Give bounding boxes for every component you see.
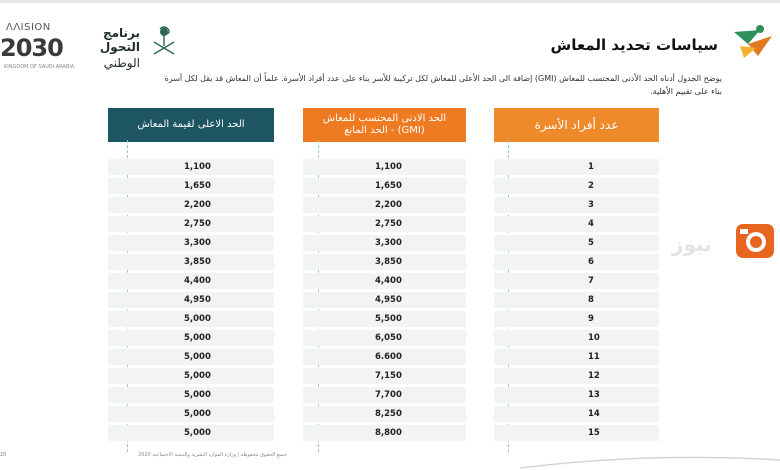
- family-size-cell: 13: [494, 387, 659, 403]
- vision-subtitle: KINGDOM OF SAUDI ARABIA: [4, 64, 75, 70]
- gmi-header: الحد الادنى المحتسب للمعاش (GMI) - الحد المانع: [303, 108, 466, 142]
- saudi-emblem-icon: [146, 24, 182, 62]
- footer-copyright: جميع الحقوق محفوظة | وزارة الموارد البشرية والتنمية الاجتماعية 2020: [138, 452, 287, 458]
- gmi-cell: 6.600: [303, 349, 466, 365]
- watermark-text: نيوز: [672, 232, 712, 256]
- max-pension-cell: 2,200: [108, 197, 274, 213]
- national-transformation-logo: [80, 26, 140, 70]
- gmi-cell: 7,700: [303, 387, 466, 403]
- family-size-cell: 6: [494, 254, 659, 270]
- max-pension-cell: 5,000: [108, 330, 274, 346]
- gmi-cell: 2,200: [303, 197, 466, 213]
- program-line1: برنامج التحول: [99, 26, 140, 54]
- gmi-cell: 3,850: [303, 254, 466, 270]
- max-pension-cell: 4,950: [108, 292, 274, 308]
- max-pension-cell: 5,000: [108, 368, 274, 384]
- gmi-cell: 3,300: [303, 235, 466, 251]
- gmi-cell: 1,100: [303, 159, 466, 175]
- gmi-cell: 4,400: [303, 273, 466, 289]
- gmi-cell: 6,050: [303, 330, 466, 346]
- vision-label: ɅɅISION: [6, 22, 51, 33]
- description-text: يوضح الجدول أدناه الحد الأدنى المحتسب للمعاش (GMI) إضافة الى الحد الأعلى للمعاش لكل تركيبة للأسر بناء على عدد أفراد الأسرة. علماً أن المعاش قد يقل لكل أسرة بناء على تقييم الأهلية.: [164, 74, 722, 96]
- max-pension-header: الحد الاعلى لقيمة المعاش: [108, 108, 274, 142]
- max-pension-cell: 5,000: [108, 311, 274, 327]
- max-pension-cell: 3,850: [108, 254, 274, 270]
- ministry-logo-icon: [730, 20, 776, 60]
- gmi-cell: 2,750: [303, 216, 466, 232]
- family-size-cell: 2: [494, 178, 659, 194]
- max-pension-cell: 5,000: [108, 387, 274, 403]
- family-size-cell: 11: [494, 349, 659, 365]
- gmi-cell: 4,950: [303, 292, 466, 308]
- decorative-curve: [520, 452, 780, 470]
- max-pension-cell: 1,100: [108, 159, 274, 175]
- family-size-cell: 14: [494, 406, 659, 422]
- max-pension-cell: 1,650: [108, 178, 274, 194]
- gmi-cell: 5,500: [303, 311, 466, 327]
- max-pension-cell: 5,000: [108, 425, 274, 441]
- family-size-cell: 5: [494, 235, 659, 251]
- max-pension-cell: 5,000: [108, 349, 274, 365]
- max-pension-cell: 2,750: [108, 216, 274, 232]
- family-size-cell: 12: [494, 368, 659, 384]
- page-title: سياسات تحديد المعاش: [550, 36, 718, 54]
- program-line2: الوطني: [103, 56, 140, 70]
- gmi-cell: 1,650: [303, 178, 466, 194]
- footer-left-text: 20: [0, 452, 7, 458]
- family-size-cell: 7: [494, 273, 659, 289]
- top-border: [0, 0, 780, 3]
- family-size-cell: 1: [494, 159, 659, 175]
- family-size-cell: 15: [494, 425, 659, 441]
- gmi-cell: 7,150: [303, 368, 466, 384]
- vision-number: 2030: [0, 34, 63, 62]
- max-pension-cell: 5,000: [108, 406, 274, 422]
- family-size-cell: 4: [494, 216, 659, 232]
- max-pension-cell: 3,300: [108, 235, 274, 251]
- vision-2030-logo: [0, 22, 75, 77]
- family-size-cell: 10: [494, 330, 659, 346]
- gmi-cell: 8,800: [303, 425, 466, 441]
- family-size-cell: 8: [494, 292, 659, 308]
- gmi-cell: 8,250: [303, 406, 466, 422]
- family-size-cell: 3: [494, 197, 659, 213]
- family-size-cell: 9: [494, 311, 659, 327]
- family-size-header: عدد أفراد الأسرة: [494, 108, 659, 142]
- camera-logo-icon: [736, 222, 774, 260]
- max-pension-cell: 4,400: [108, 273, 274, 289]
